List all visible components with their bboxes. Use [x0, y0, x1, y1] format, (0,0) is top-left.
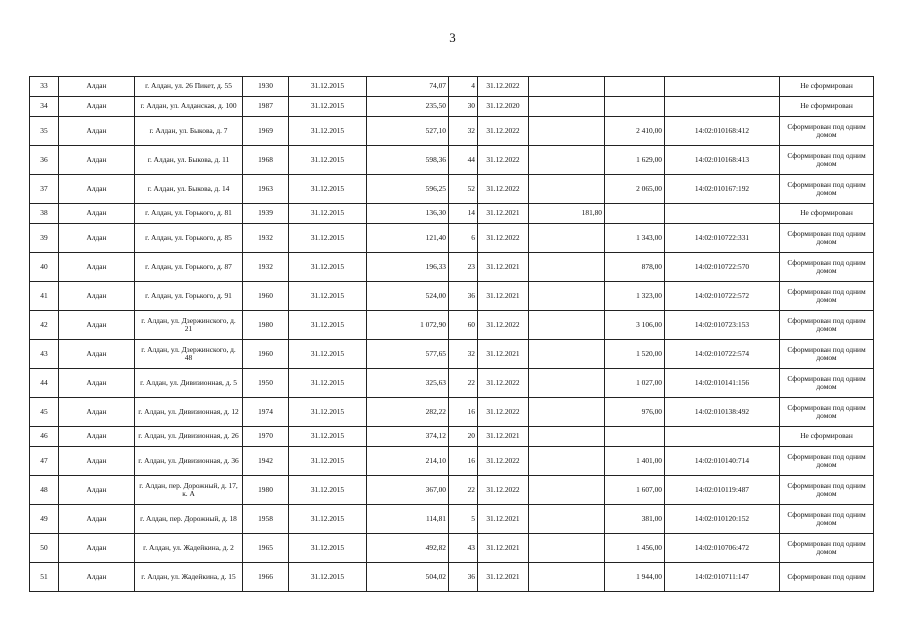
value-a-cell: 181,80 — [529, 204, 605, 224]
land-area-cell: 976,00 — [605, 398, 665, 427]
build-year-cell: 1968 — [243, 146, 289, 175]
cadastral-number-cell — [665, 427, 780, 447]
table-row — [30, 117, 874, 146]
address-cell: г. Алдан, ул. Дзержинского, д. 21 — [135, 311, 243, 340]
date-inclusion-cell: 31.12.2015 — [289, 427, 367, 447]
land-area-cell: 1 456,00 — [605, 534, 665, 563]
total-area-cell: 136,30 — [367, 204, 449, 224]
date-inclusion-cell: 31.12.2015 — [289, 77, 367, 97]
address-cell: г. Алдан, пер. Дорожный, д. 18 — [135, 505, 243, 534]
total-area-cell: 367,00 — [367, 476, 449, 505]
address-cell: г. Алдан, ул. Жадейкина, д. 2 — [135, 534, 243, 563]
row-number-cell: 45 — [30, 398, 59, 427]
land-area-cell: 1 027,00 — [605, 369, 665, 398]
table-row — [30, 97, 874, 117]
land-status-cell: Сформирован под одним домом — [780, 340, 874, 369]
deadline-date-cell: 31.12.2020 — [478, 97, 529, 117]
value-a-cell — [529, 224, 605, 253]
locality-cell: Алдан — [59, 369, 135, 398]
value-a-cell — [529, 563, 605, 592]
land-status-cell: Сформирован под одним домом — [780, 311, 874, 340]
land-area-cell: 1 323,00 — [605, 282, 665, 311]
address-cell: г. Алдан, ул. Горького, д. 81 — [135, 204, 243, 224]
land-area-cell: 381,00 — [605, 505, 665, 534]
housing-register-table — [29, 76, 874, 592]
table-row — [30, 427, 874, 447]
value-a-cell — [529, 253, 605, 282]
locality-cell: Алдан — [59, 77, 135, 97]
date-inclusion-cell: 31.12.2015 — [289, 369, 367, 398]
page-number: 3 — [449, 30, 456, 45]
residents-count-cell: 43 — [449, 534, 478, 563]
cadastral-number-cell: 14:02:010706:472 — [665, 534, 780, 563]
locality-cell: Алдан — [59, 117, 135, 146]
residents-count-cell: 60 — [449, 311, 478, 340]
cadastral-number-cell: 14:02:010722:574 — [665, 340, 780, 369]
cadastral-number-cell: 14:02:010140:714 — [665, 447, 780, 476]
build-year-cell: 1980 — [243, 311, 289, 340]
table-row — [30, 224, 874, 253]
value-a-cell — [529, 340, 605, 369]
land-area-cell: 1 607,00 — [605, 476, 665, 505]
value-a-cell — [529, 398, 605, 427]
address-cell: г. Алдан, ул. Горького, д. 91 — [135, 282, 243, 311]
address-cell: г. Алдан, ул. Дивизионная, д. 5 — [135, 369, 243, 398]
build-year-cell: 1950 — [243, 369, 289, 398]
value-a-cell — [529, 369, 605, 398]
value-a-cell — [529, 427, 605, 447]
table-row — [30, 175, 874, 204]
build-year-cell: 1960 — [243, 282, 289, 311]
total-area-cell: 196,33 — [367, 253, 449, 282]
land-status-cell: Сформирован под одним домом — [780, 476, 874, 505]
address-cell: г. Алдан, ул. Дивизионная, д. 36 — [135, 447, 243, 476]
land-status-cell: Не сформирован — [780, 204, 874, 224]
date-inclusion-cell: 31.12.2015 — [289, 204, 367, 224]
deadline-date-cell: 31.12.2022 — [478, 447, 529, 476]
land-status-cell: Не сформирован — [780, 97, 874, 117]
deadline-date-cell: 31.12.2021 — [478, 505, 529, 534]
deadline-date-cell: 31.12.2021 — [478, 563, 529, 592]
land-area-cell: 2 065,00 — [605, 175, 665, 204]
locality-cell: Алдан — [59, 505, 135, 534]
value-a-cell — [529, 505, 605, 534]
land-status-cell: Сформирован под одним домом — [780, 398, 874, 427]
locality-cell: Алдан — [59, 253, 135, 282]
residents-count-cell: 36 — [449, 563, 478, 592]
land-area-cell: 2 410,00 — [605, 117, 665, 146]
cadastral-number-cell: 14:02:010141:156 — [665, 369, 780, 398]
cadastral-number-cell: 14:02:010119:487 — [665, 476, 780, 505]
land-status-cell: Сформирован под одним домом — [780, 253, 874, 282]
total-area-cell: 282,22 — [367, 398, 449, 427]
row-number-cell: 49 — [30, 505, 59, 534]
address-cell: г. Алдан, ул. Алданская, д. 100 — [135, 97, 243, 117]
value-a-cell — [529, 311, 605, 340]
cadastral-number-cell — [665, 204, 780, 224]
residents-count-cell: 14 — [449, 204, 478, 224]
row-number-cell: 46 — [30, 427, 59, 447]
address-cell: г. Алдан, пер. Дорожный, д. 17, к. А — [135, 476, 243, 505]
deadline-date-cell: 31.12.2022 — [478, 369, 529, 398]
cadastral-number-cell — [665, 77, 780, 97]
cadastral-number-cell: 14:02:010723:153 — [665, 311, 780, 340]
locality-cell: Алдан — [59, 224, 135, 253]
land-area-cell: 878,00 — [605, 253, 665, 282]
table-row — [30, 340, 874, 369]
row-number-cell: 41 — [30, 282, 59, 311]
table-row — [30, 77, 874, 97]
row-number-cell: 48 — [30, 476, 59, 505]
cadastral-number-cell: 14:02:010722:570 — [665, 253, 780, 282]
table-row — [30, 311, 874, 340]
total-area-cell: 577,65 — [367, 340, 449, 369]
residents-count-cell: 44 — [449, 146, 478, 175]
residents-count-cell: 4 — [449, 77, 478, 97]
residents-count-cell: 32 — [449, 117, 478, 146]
locality-cell: Алдан — [59, 146, 135, 175]
row-number-cell: 39 — [30, 224, 59, 253]
build-year-cell: 1987 — [243, 97, 289, 117]
total-area-cell: 374,12 — [367, 427, 449, 447]
address-cell: г. Алдан, ул. Быкова, д. 11 — [135, 146, 243, 175]
row-number-cell: 36 — [30, 146, 59, 175]
address-cell: г. Алдан, ул. Дзержинского, д. 48 — [135, 340, 243, 369]
date-inclusion-cell: 31.12.2015 — [289, 253, 367, 282]
locality-cell: Алдан — [59, 476, 135, 505]
total-area-cell: 598,36 — [367, 146, 449, 175]
residents-count-cell: 32 — [449, 340, 478, 369]
land-area-cell — [605, 77, 665, 97]
residents-count-cell: 30 — [449, 97, 478, 117]
land-status-cell: Сформирован под одним домом — [780, 175, 874, 204]
table-row — [30, 282, 874, 311]
land-status-cell: Сформирован под одним домом — [780, 369, 874, 398]
row-number-cell: 42 — [30, 311, 59, 340]
deadline-date-cell: 31.12.2022 — [478, 311, 529, 340]
residents-count-cell: 36 — [449, 282, 478, 311]
row-number-cell: 50 — [30, 534, 59, 563]
table-row — [30, 563, 874, 592]
date-inclusion-cell: 31.12.2015 — [289, 117, 367, 146]
locality-cell: Алдан — [59, 204, 135, 224]
table-row — [30, 146, 874, 175]
table-row — [30, 505, 874, 534]
table-body — [30, 77, 874, 592]
value-a-cell — [529, 476, 605, 505]
date-inclusion-cell: 31.12.2015 — [289, 175, 367, 204]
build-year-cell: 1965 — [243, 534, 289, 563]
address-cell: г. Алдан, ул. Быкова, д. 7 — [135, 117, 243, 146]
locality-cell: Алдан — [59, 282, 135, 311]
total-area-cell: 492,82 — [367, 534, 449, 563]
land-area-cell — [605, 204, 665, 224]
value-a-cell — [529, 447, 605, 476]
locality-cell: Алдан — [59, 340, 135, 369]
row-number-cell: 47 — [30, 447, 59, 476]
residents-count-cell: 23 — [449, 253, 478, 282]
land-area-cell: 1 944,00 — [605, 563, 665, 592]
address-cell: г. Алдан, ул. 26 Пикет, д. 55 — [135, 77, 243, 97]
date-inclusion-cell: 31.12.2015 — [289, 311, 367, 340]
row-number-cell: 33 — [30, 77, 59, 97]
land-area-cell — [605, 97, 665, 117]
residents-count-cell: 16 — [449, 447, 478, 476]
address-cell: г. Алдан, ул. Горького, д. 85 — [135, 224, 243, 253]
table-row — [30, 447, 874, 476]
total-area-cell: 114,81 — [367, 505, 449, 534]
deadline-date-cell: 31.12.2022 — [478, 77, 529, 97]
build-year-cell: 1958 — [243, 505, 289, 534]
deadline-date-cell: 31.12.2022 — [478, 476, 529, 505]
deadline-date-cell: 31.12.2022 — [478, 224, 529, 253]
cadastral-number-cell: 14:02:010711:147 — [665, 563, 780, 592]
total-area-cell: 121,40 — [367, 224, 449, 253]
land-area-cell: 1 520,00 — [605, 340, 665, 369]
build-year-cell: 1942 — [243, 447, 289, 476]
build-year-cell: 1963 — [243, 175, 289, 204]
table-row — [30, 476, 874, 505]
build-year-cell: 1930 — [243, 77, 289, 97]
row-number-cell: 40 — [30, 253, 59, 282]
row-number-cell: 44 — [30, 369, 59, 398]
land-status-cell: Сформирован под одним домом — [780, 224, 874, 253]
build-year-cell: 1960 — [243, 340, 289, 369]
locality-cell: Алдан — [59, 311, 135, 340]
locality-cell: Алдан — [59, 97, 135, 117]
row-number-cell: 43 — [30, 340, 59, 369]
land-status-cell: Сформирован под одним домом — [780, 282, 874, 311]
row-number-cell: 37 — [30, 175, 59, 204]
build-year-cell: 1969 — [243, 117, 289, 146]
land-area-cell: 3 106,00 — [605, 311, 665, 340]
deadline-date-cell: 31.12.2021 — [478, 534, 529, 563]
address-cell: г. Алдан, ул. Дивизионная, д. 26 — [135, 427, 243, 447]
cadastral-number-cell: 14:02:010722:331 — [665, 224, 780, 253]
residents-count-cell: 5 — [449, 505, 478, 534]
cadastral-number-cell: 14:02:010168:412 — [665, 117, 780, 146]
date-inclusion-cell: 31.12.2015 — [289, 476, 367, 505]
value-a-cell — [529, 175, 605, 204]
date-inclusion-cell: 31.12.2015 — [289, 447, 367, 476]
total-area-cell: 74,07 — [367, 77, 449, 97]
date-inclusion-cell: 31.12.2015 — [289, 505, 367, 534]
row-number-cell: 35 — [30, 117, 59, 146]
deadline-date-cell: 31.12.2021 — [478, 204, 529, 224]
land-status-cell: Сформирован под одним домом — [780, 117, 874, 146]
build-year-cell: 1980 — [243, 476, 289, 505]
address-cell: г. Алдан, ул. Горького, д. 87 — [135, 253, 243, 282]
land-status-cell: Сформирован под одним домом — [780, 447, 874, 476]
build-year-cell: 1932 — [243, 224, 289, 253]
total-area-cell: 214,10 — [367, 447, 449, 476]
land-status-cell: Не сформирован — [780, 77, 874, 97]
address-cell: г. Алдан, ул. Жадейкина, д. 15 — [135, 563, 243, 592]
address-cell: г. Алдан, ул. Быкова, д. 14 — [135, 175, 243, 204]
build-year-cell: 1966 — [243, 563, 289, 592]
date-inclusion-cell: 31.12.2015 — [289, 340, 367, 369]
value-a-cell — [529, 77, 605, 97]
table-row — [30, 369, 874, 398]
residents-count-cell: 20 — [449, 427, 478, 447]
value-a-cell — [529, 146, 605, 175]
total-area-cell: 325,63 — [367, 369, 449, 398]
locality-cell: Алдан — [59, 534, 135, 563]
locality-cell: Алдан — [59, 563, 135, 592]
cadastral-number-cell: 14:02:010138:492 — [665, 398, 780, 427]
residents-count-cell: 22 — [449, 369, 478, 398]
total-area-cell: 504,02 — [367, 563, 449, 592]
land-status-cell: Не сформирован — [780, 427, 874, 447]
row-number-cell: 34 — [30, 97, 59, 117]
deadline-date-cell: 31.12.2021 — [478, 340, 529, 369]
deadline-date-cell: 31.12.2022 — [478, 398, 529, 427]
address-cell: г. Алдан, ул. Дивизионная, д. 12 — [135, 398, 243, 427]
deadline-date-cell: 31.12.2021 — [478, 253, 529, 282]
locality-cell: Алдан — [59, 398, 135, 427]
deadline-date-cell: 31.12.2022 — [478, 117, 529, 146]
table-row — [30, 253, 874, 282]
date-inclusion-cell: 31.12.2015 — [289, 146, 367, 175]
cadastral-number-cell: 14:02:010722:572 — [665, 282, 780, 311]
row-number-cell: 51 — [30, 563, 59, 592]
deadline-date-cell: 31.12.2022 — [478, 175, 529, 204]
locality-cell: Алдан — [59, 447, 135, 476]
value-a-cell — [529, 282, 605, 311]
land-area-cell — [605, 427, 665, 447]
residents-count-cell: 22 — [449, 476, 478, 505]
date-inclusion-cell: 31.12.2015 — [289, 563, 367, 592]
build-year-cell: 1939 — [243, 204, 289, 224]
value-a-cell — [529, 534, 605, 563]
build-year-cell: 1932 — [243, 253, 289, 282]
residents-count-cell: 6 — [449, 224, 478, 253]
land-area-cell: 1 629,00 — [605, 146, 665, 175]
date-inclusion-cell: 31.12.2015 — [289, 534, 367, 563]
table-row — [30, 398, 874, 427]
cadastral-number-cell: 14:02:010168:413 — [665, 146, 780, 175]
total-area-cell: 524,00 — [367, 282, 449, 311]
date-inclusion-cell: 31.12.2015 — [289, 224, 367, 253]
total-area-cell: 1 072,90 — [367, 311, 449, 340]
table-row — [30, 204, 874, 224]
land-area-cell: 1 401,00 — [605, 447, 665, 476]
value-a-cell — [529, 97, 605, 117]
total-area-cell: 235,50 — [367, 97, 449, 117]
total-area-cell: 527,10 — [367, 117, 449, 146]
date-inclusion-cell: 31.12.2015 — [289, 398, 367, 427]
build-year-cell: 1970 — [243, 427, 289, 447]
cadastral-number-cell: 14:02:010120:152 — [665, 505, 780, 534]
land-status-cell: Сформирован под одним — [780, 563, 874, 592]
land-status-cell: Сформирован под одним домом — [780, 146, 874, 175]
deadline-date-cell: 31.12.2022 — [478, 146, 529, 175]
cadastral-number-cell: 14:02:010167:192 — [665, 175, 780, 204]
land-status-cell: Сформирован под одним домом — [780, 505, 874, 534]
locality-cell: Алдан — [59, 175, 135, 204]
deadline-date-cell: 31.12.2021 — [478, 282, 529, 311]
date-inclusion-cell: 31.12.2015 — [289, 282, 367, 311]
cadastral-number-cell — [665, 97, 780, 117]
total-area-cell: 596,25 — [367, 175, 449, 204]
land-area-cell: 1 343,00 — [605, 224, 665, 253]
date-inclusion-cell: 31.12.2015 — [289, 97, 367, 117]
residents-count-cell: 52 — [449, 175, 478, 204]
land-status-cell: Сформирован под одним домом — [780, 534, 874, 563]
table-row — [30, 534, 874, 563]
build-year-cell: 1974 — [243, 398, 289, 427]
residents-count-cell: 16 — [449, 398, 478, 427]
deadline-date-cell: 31.12.2021 — [478, 427, 529, 447]
value-a-cell — [529, 117, 605, 146]
row-number-cell: 38 — [30, 204, 59, 224]
locality-cell: Алдан — [59, 427, 135, 447]
